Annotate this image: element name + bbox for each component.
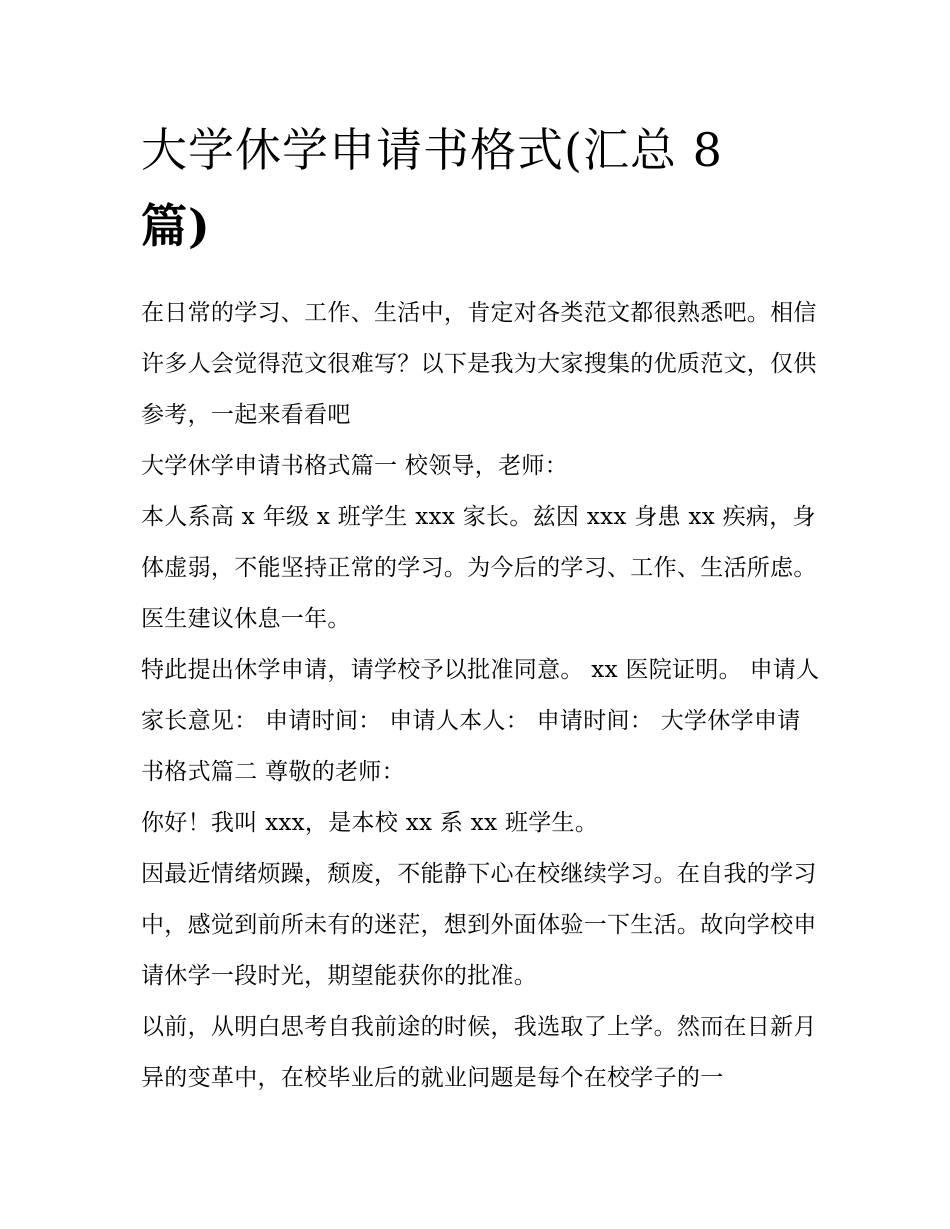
document-title-main: 大学休学申请书格式(汇总 8 (141, 123, 723, 177)
document-page (141, 112, 821, 1104)
paragraph-illness-statement: 本人系高 x 年级 x 班学生 xxx 家长。兹因 xxx 身患 xx 疾病，身体虚弱，不能坚持正常的学习。为今后的学习、工作、生活所虑。医生建议休息一年。 (141, 504, 817, 632)
paragraph-reason: 因最近情绪烦躁，颓废，不能静下心在校继续学习。在自我的学习中，感觉到前所未有的迷茫，想到外面体验一下生活。故向学校申请休学一段时光，期望能获你的批准。 (141, 861, 817, 989)
paragraph-section-one-heading: 大学休学申请书格式篇一 校领导，老师： (141, 453, 569, 479)
paragraph-request-and-signatures: 特此提出休学申请，请学校予以批准同意。 xx 医院证明。 申请人家长意见： 申请时间： 申请人本人： 申请时间： 大学休学申请书格式篇二 尊敬的老师： (141, 657, 820, 785)
paragraph-background: 以前，从明白思考自我前途的时候，我选取了上学。然而在日新月异的变革中，在校毕业后的就业问题是每个在校学子的一 (141, 1014, 817, 1091)
paragraph-intro: 在日常的学习、工作、生活中，肯定对各类范文都很熟悉吧。相信许多人会觉得范文很难写？以下是我为大家搜集的优质范文，仅供参考，一起来看看吧 (141, 300, 817, 428)
document-title (141, 112, 821, 264)
document-body (141, 288, 821, 1104)
document-title-tail: 篇) (141, 199, 211, 253)
paragraph-greeting: 你好！我叫 xxx，是本校 xx 系 xx 班学生。 (141, 810, 599, 836)
